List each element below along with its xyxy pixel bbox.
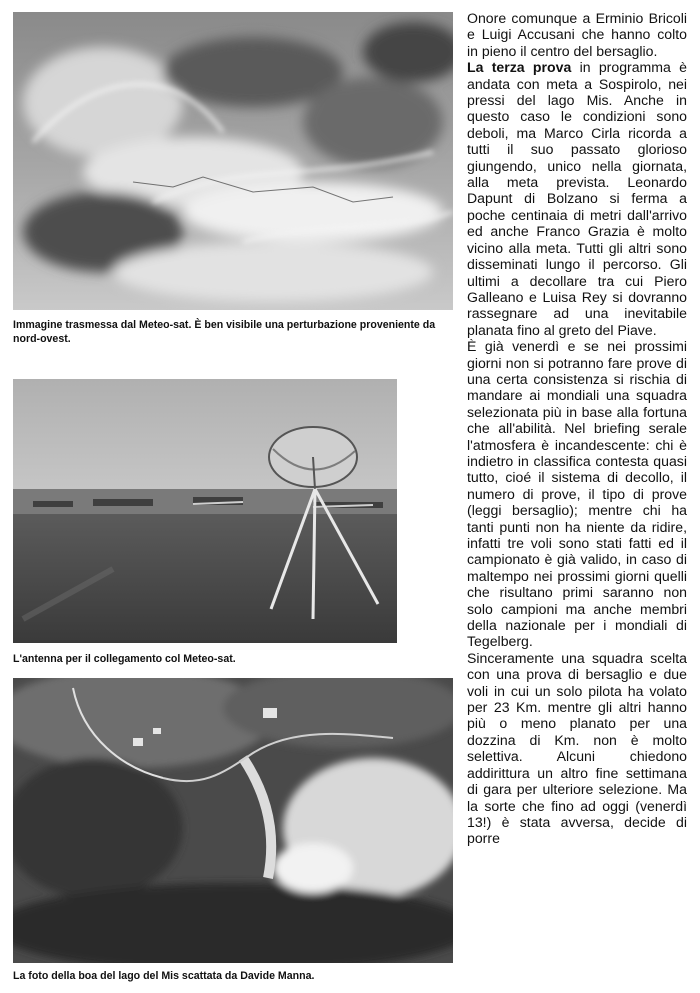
satellite-caption: Immagine trasmessa dal Meteo-sat. È ben visibile una perturbazione proveniente da nord-ovest.	[13, 319, 436, 345]
article-column	[467, 10, 687, 847]
lake-photo	[13, 678, 453, 963]
article-paragraph	[467, 59, 687, 338]
article-paragraph: Onore comunque a Erminio Bricoli e Luigi Accusani che hanno colto in pieno il centro del bersaglio.	[467, 10, 687, 59]
article-paragraph: Sinceramente una squadra scelta con una prova di bersaglio e due voli in cui un solo pilota ha volato per 23 Km. mentre gli altri hanno più o meno planato per una dozzina di Km. non è molto selettiva. Alcuni chiedono addirittura un altro fine settimana di gara per ulteriore selezione. Ma la sorte che fino ad oggi (venerdì 13!) è stata avversa, decide di porre	[467, 649, 687, 847]
section-lead: La terza prova	[467, 59, 572, 76]
lake-caption: La foto della boa del lago del Mis scattata da Davide Manna.	[13, 970, 315, 982]
antenna-photo	[13, 379, 397, 643]
satellite-photo	[13, 12, 453, 310]
article-paragraph: È già venerdì e se nei prossimi giorni non si potranno fare prove di una certa consistenza si rischia di mandare ai mondiali una squadra selezionata più in base alla fortuna che all'abilità. Nel briefing serale l'atmosfera è incandescente: chi è indietro in classifica contesta quasi tutto, cioé il sistema di decollo, il numero di prove, il tipo di prove (leggi bersaglio); mentre chi ha tanti punti non ha niente da ridire, infatti tre voli sono stati fatti ed il campionato è già valido, in caso di maltempo nei prossimi giorni quelli che risultano primi saranno non solo campioni ma anche membri della nazionale per i mondiali di Tegelberg.	[467, 338, 687, 650]
paragraph-text: in programma è andata con meta a Sospirolo, nei pressi del lago Mis. Anche in questo caso le condizioni sono deboli, ma Marco Cirla ricorda a tutti il suo passato glorioso giungendo, unico nella giornata, alla meta prevista. Leonardo Dapunt di Bolzano si ferma a poche centinaia di metri dall'arrivo ed anche Franco Grazia è molto vicino alla meta. Tutti gli altri sono disseminati lungo il percorso. Gli ultimi a decollare tra cui Piero Galleano e Luisa Rey si dovranno rassegnare ad una inevitabile planata fino al greto del Piave.	[467, 59, 687, 338]
antenna-caption: L'antenna per il collegamento col Meteo-sat.	[13, 653, 236, 665]
